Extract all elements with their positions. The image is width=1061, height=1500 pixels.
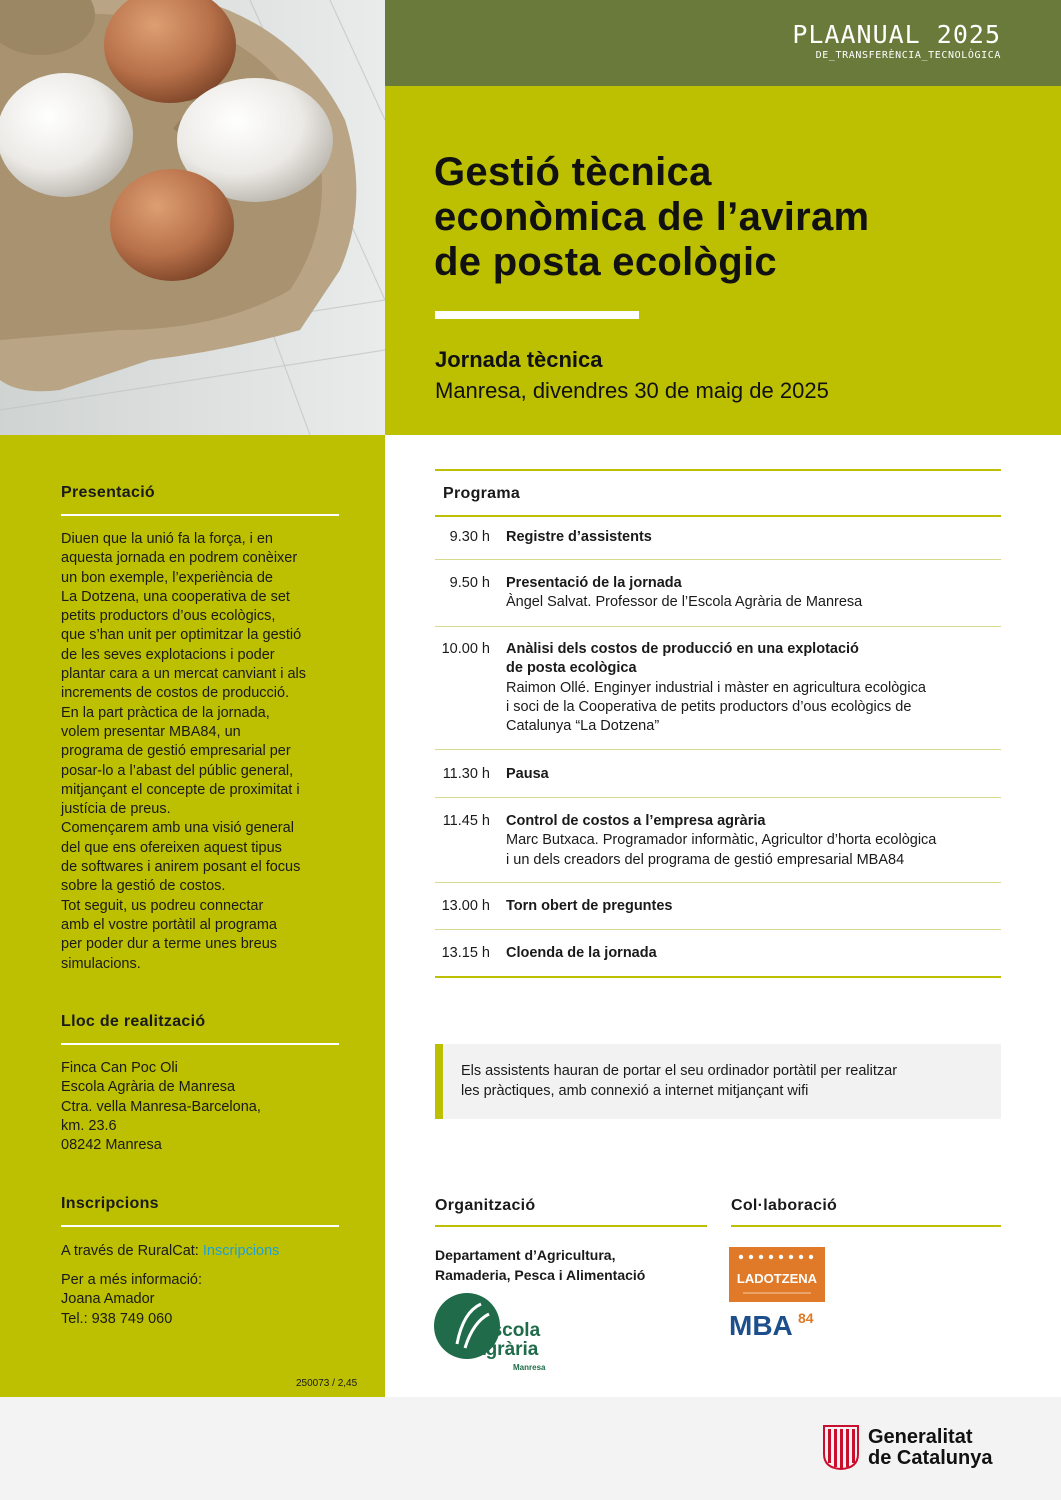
plaanual-brand bbox=[792, 20, 1001, 62]
item-title: Registre d’assistents bbox=[506, 529, 652, 545]
presentacio-line: de les seves explotacions i poder bbox=[61, 646, 275, 663]
la-dotzena-logo bbox=[729, 1247, 825, 1302]
item-body bbox=[506, 574, 1001, 613]
title-line: econòmica de l’aviram bbox=[434, 195, 870, 239]
item-body bbox=[506, 897, 1001, 916]
gen-line: Generalitat bbox=[868, 1426, 973, 1448]
presentacio-line: plantar cara a un mercat canviant i als bbox=[61, 666, 307, 683]
info-line: Joana Amador bbox=[61, 1291, 155, 1308]
address-line: Finca Can Poc Oli bbox=[61, 1060, 178, 1076]
generalitat-wordmark bbox=[868, 1427, 992, 1469]
hero-photo-eggs bbox=[0, 0, 385, 435]
inscripcions-divider bbox=[61, 1225, 339, 1227]
title-line: de posta ecològic bbox=[434, 240, 777, 284]
generalitat-emblem-icon bbox=[822, 1424, 860, 1470]
item-title: Pausa bbox=[506, 766, 549, 782]
item-detail: Àngel Salvat. Professor de l’Escola Agrària de Manresa bbox=[506, 594, 863, 611]
info-line: Per a més informació: bbox=[61, 1272, 203, 1288]
programa-separator bbox=[435, 929, 1001, 930]
presentacio-line: Començarem amb una visió general bbox=[61, 820, 294, 837]
presentacio-line: del que ens ofereixen aquest tipus bbox=[61, 839, 282, 856]
programa-separator bbox=[435, 976, 1001, 978]
collaboracio-divider bbox=[731, 1225, 1001, 1227]
notice-line: les pràctiques, amb connexió a internet mitjançant wifi bbox=[461, 1082, 809, 1099]
item-detail: i un dels creadors del programa de gestió empresarial MBA84 bbox=[506, 851, 905, 868]
brand-title: PLAANUAL 2025 bbox=[792, 20, 1001, 49]
inscripcions-heading: Inscripcions bbox=[61, 1195, 159, 1212]
presentacio-line: petits productors d’ous ecològics, bbox=[61, 608, 276, 625]
info-line: Tel.: 938 749 060 bbox=[61, 1310, 173, 1327]
escola-logo-text-3: Manresa bbox=[513, 1363, 546, 1372]
presentacio-line: per poder dur a terme unes breus bbox=[61, 936, 278, 953]
programa-separator bbox=[435, 797, 1001, 798]
collaboracio-heading: Col·laboració bbox=[731, 1197, 838, 1214]
item-body bbox=[506, 528, 1001, 547]
item-detail: Marc Butxaca. Programador informàtic, Agricultor d’horta ecològica bbox=[506, 832, 937, 849]
notice-line: Els assistents hauran de portar el seu ordinador portàtil per realitzar bbox=[461, 1063, 898, 1079]
title-divider bbox=[435, 311, 639, 319]
event-date: Manresa, divendres 30 de maig de 2025 bbox=[435, 378, 829, 403]
title-line: Gestió tècnica bbox=[434, 150, 712, 194]
item-detail: Catalunya “La Dotzena” bbox=[506, 718, 660, 735]
presentacio-text bbox=[61, 530, 306, 974]
programa-heading: Programa bbox=[443, 485, 521, 502]
presentacio-line: programa de gestió empresarial per bbox=[61, 743, 291, 760]
inscripcions-via bbox=[61, 1242, 279, 1261]
brand-subtitle: DE_TRANSFERÈNCIA_TECNOLÒGICA bbox=[815, 50, 1001, 61]
presentacio-line: sobre la gestió de costos. bbox=[61, 878, 226, 895]
presentacio-line: mitjançant el concepte de proximitat i bbox=[61, 781, 300, 798]
programa-top-rule bbox=[435, 469, 1001, 471]
lloc-address bbox=[61, 1059, 261, 1155]
page-title bbox=[434, 150, 1034, 285]
mba84-logo bbox=[729, 1306, 829, 1340]
presentacio-heading: Presentació bbox=[61, 484, 156, 501]
laptop-notice bbox=[435, 1044, 1001, 1119]
item-body bbox=[506, 812, 1001, 870]
item-body bbox=[506, 944, 1001, 963]
department-name bbox=[435, 1245, 645, 1285]
programa-separator bbox=[435, 559, 1001, 560]
dept-line: Ramaderia, Pesca i Alimentació bbox=[435, 1267, 646, 1283]
lloc-heading: Lloc de realització bbox=[61, 1013, 206, 1030]
dept-line: Departament d’Agricultura, bbox=[435, 1247, 616, 1263]
item-time: 13.00 h bbox=[441, 898, 490, 914]
presentacio-line: volem presentar MBA84, un bbox=[61, 723, 241, 740]
inscripcions-info bbox=[61, 1271, 202, 1329]
inscripcions-link[interactable]: Inscripcions bbox=[202, 1243, 280, 1259]
item-title: de posta ecològica bbox=[506, 660, 637, 677]
presentacio-line: increments de costos de producció. bbox=[61, 685, 290, 702]
presentacio-line: En la part pràctica de la jornada, bbox=[61, 704, 270, 721]
escola-agraria-logo bbox=[433, 1292, 553, 1374]
item-detail: Raimon Ollé. Enginyer industrial i màster en agricultura ecològica bbox=[506, 679, 926, 696]
item-title: Presentació de la jornada bbox=[506, 575, 682, 591]
presentacio-line: amb el vostre portàtil al programa bbox=[61, 916, 277, 933]
presentacio-line: justícia de preus. bbox=[61, 801, 171, 818]
address-line: Ctra. vella Manresa-Barcelona, bbox=[61, 1098, 261, 1115]
address-line: 08242 Manresa bbox=[61, 1137, 162, 1154]
item-title: Anàlisi dels costos de producció en una explotació bbox=[506, 641, 859, 657]
programa-separator bbox=[435, 626, 1001, 627]
inscripcions-via-label: A través de RuralCat: bbox=[61, 1243, 199, 1259]
presentacio-line: La Dotzena, una cooperativa de set bbox=[61, 588, 290, 605]
presentacio-divider bbox=[61, 514, 339, 516]
gen-line: de Catalunya bbox=[868, 1447, 993, 1469]
item-time: 9.50 h bbox=[449, 575, 490, 591]
item-time: 11.30 h bbox=[442, 766, 490, 782]
programa-header-rule bbox=[435, 515, 1001, 517]
mba-logo-sup: 84 bbox=[798, 1310, 814, 1326]
presentacio-line: un bon exemple, l’experiència de bbox=[61, 569, 273, 586]
presentacio-line: de softwares i anirem posant el focus bbox=[61, 859, 301, 876]
presentacio-line: aquesta jornada en podrem conèixer bbox=[61, 550, 298, 567]
presentacio-line: que s’han unit per optimitzar la gestió bbox=[61, 627, 302, 644]
programa-separator bbox=[435, 749, 1001, 750]
document-code: 250073 / 2,45 bbox=[296, 1378, 358, 1389]
item-title: Control de costos a l’empresa agrària bbox=[506, 813, 766, 829]
item-title: Torn obert de preguntes bbox=[506, 898, 673, 914]
item-title: Cloenda de la jornada bbox=[506, 945, 657, 961]
item-time: 11.45 h bbox=[442, 813, 490, 829]
programa-separator bbox=[435, 882, 1001, 883]
address-line: km. 23.6 bbox=[61, 1117, 117, 1134]
organitzacio-heading: Organització bbox=[435, 1197, 536, 1214]
presentacio-line: Diuen que la unió fa la força, i en bbox=[61, 531, 273, 547]
item-time: 13.15 h bbox=[441, 945, 490, 961]
address-line: Escola Agrària de Manresa bbox=[61, 1079, 236, 1096]
event-type: Jornada tècnica bbox=[435, 347, 603, 372]
presentacio-line: simulacions. bbox=[61, 955, 141, 972]
notice-text bbox=[461, 1062, 897, 1101]
item-time: 10.00 h bbox=[441, 641, 490, 657]
escola-logo-text-1: escola bbox=[481, 1320, 541, 1341]
dotzena-logo-text: LADOTZENA bbox=[736, 1271, 818, 1286]
mba-logo-main: MBA bbox=[729, 1310, 793, 1340]
item-detail: i soci de la Cooperativa de petits productors d’ous ecològics de bbox=[506, 698, 912, 715]
item-body bbox=[506, 765, 1001, 784]
item-body bbox=[506, 640, 1001, 736]
presentacio-line: posar-lo a l’abast del públic general, bbox=[61, 762, 294, 779]
escola-logo-text-2: agrària bbox=[475, 1339, 539, 1360]
item-time: 9.30 h bbox=[449, 529, 490, 545]
organitzacio-divider bbox=[435, 1225, 707, 1227]
lloc-divider bbox=[61, 1043, 339, 1045]
presentacio-line: Tot seguit, us podreu connectar bbox=[61, 897, 264, 914]
